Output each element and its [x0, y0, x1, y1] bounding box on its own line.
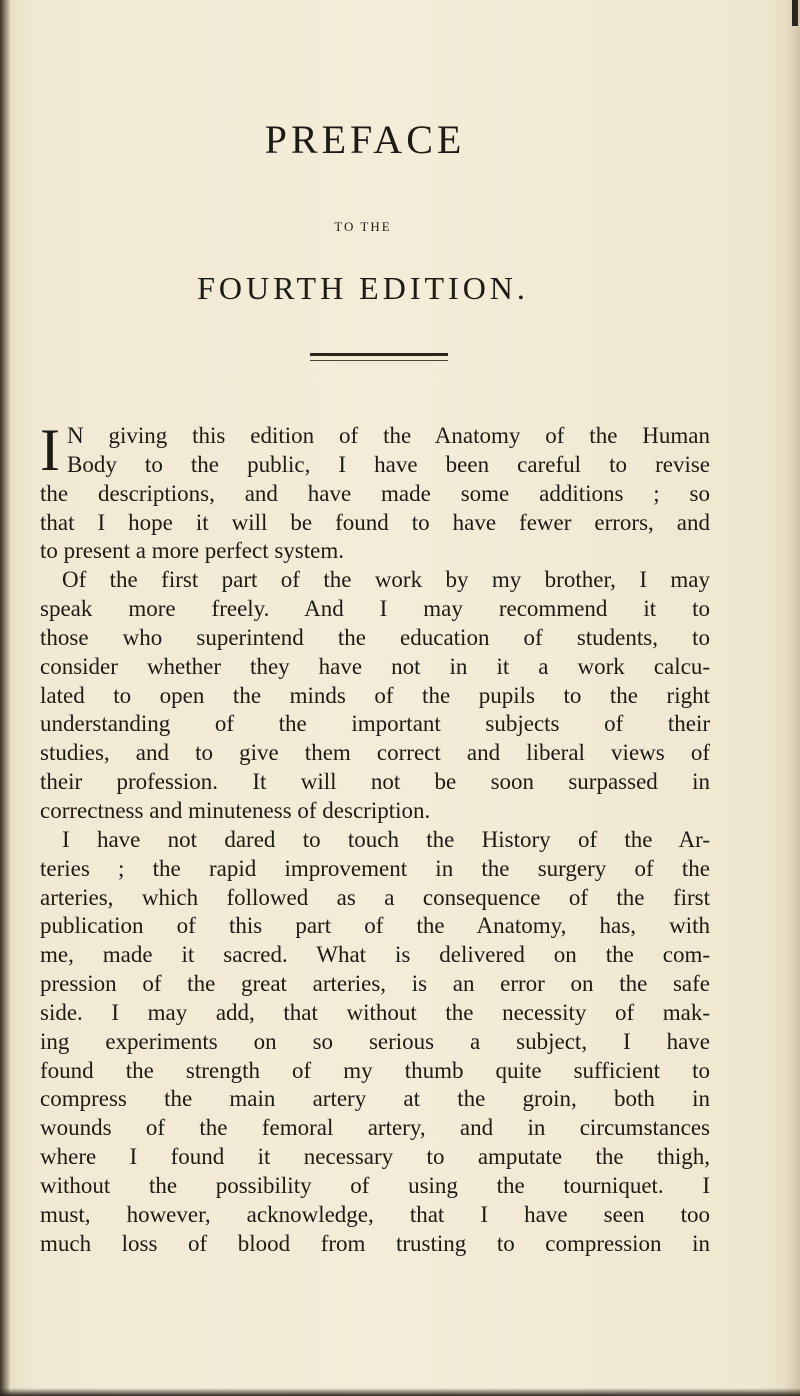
text-line: found the strength of my thumb quite sufficient to: [40, 1057, 710, 1083]
text-line: those who superintend the education of students, to: [40, 624, 710, 650]
text-line: me, made it sacred. What is delivered on the com-: [40, 942, 710, 968]
text-line: ing experiments on so serious a subject, I have: [40, 1028, 710, 1054]
text-line: N giving this edition of the Anatomy of the Human: [67, 423, 710, 448]
text-line: studies, and to give them correct and liberal views of: [40, 740, 710, 766]
text-line: speak more freely. And I may recommend it to: [40, 596, 710, 622]
text-line: compress the main artery at the groin, both in: [40, 1086, 710, 1112]
preface-body: [40, 417, 710, 1258]
text-line: Body to the public, I have been careful to revise: [67, 451, 710, 477]
page-right-edge: [786, 0, 800, 1396]
text-line: side. I may add, that without the necessity of mak-: [40, 999, 710, 1025]
text-line: Of the first part of the work by my brother, I may: [62, 567, 710, 593]
text-line: wounds of the femoral artery, and in circumstances: [40, 1115, 710, 1141]
text-line: their profession. It will not be soon surpassed in: [40, 769, 710, 795]
text-line: the descriptions, and have made some additions ; so: [40, 480, 710, 506]
text-line: lated to open the minds of the pupils to the right: [40, 682, 710, 708]
text-line: correctness and minuteness of description.: [40, 797, 431, 823]
text-line: I have not dared to touch the History of the Ar-: [62, 826, 710, 852]
text-line: without the possibility of using the tourniquet. I: [40, 1172, 710, 1198]
text-line: teries ; the rapid improvement in the surgery of the: [40, 855, 710, 881]
ornament-rule-thick: [310, 353, 448, 356]
text-line: publication of this part of the Anatomy, has, with: [40, 913, 710, 939]
ornament-rule-thin: [310, 360, 448, 361]
text-line: must, however, acknowledge, that I have seen too: [40, 1201, 710, 1227]
edition-subtitle: FOURTH EDITION.: [197, 270, 529, 306]
text-line: consider whether they have not in it a work calcu-: [40, 653, 710, 679]
text-line: to present a more perfect system.: [40, 538, 344, 564]
title-connector: TO THE: [334, 219, 392, 234]
text-line: much loss of blood from trusting to compression in: [40, 1230, 710, 1256]
body-lines: [40, 417, 710, 1258]
page-bottom-edge: [0, 1388, 800, 1396]
text-line: arteries, which followed as a consequence of the first: [40, 884, 710, 910]
corner-tab-mark: [792, 0, 798, 26]
binding-gutter-shadow: [0, 0, 10, 1396]
preface-title: PREFACE: [264, 117, 466, 162]
drop-capital: I: [40, 417, 60, 483]
text-line: that I hope it will be found to have fewer errors, and: [40, 509, 710, 535]
text-line: pression of the great arteries, is an error on the safe: [40, 971, 710, 997]
text-line: where I found it necessary to amputate the thigh,: [40, 1144, 710, 1170]
text-line: understanding of the important subjects of their: [40, 711, 710, 737]
